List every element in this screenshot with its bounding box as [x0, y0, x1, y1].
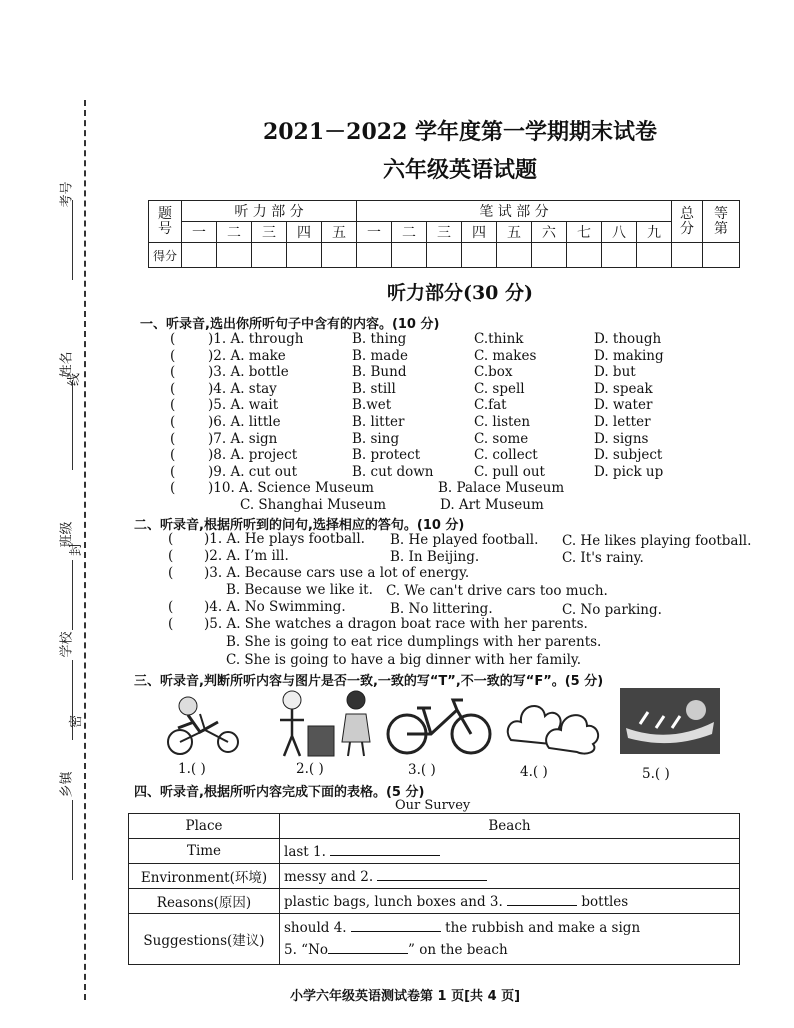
score-cell[interactable]	[672, 243, 703, 268]
s2-q4-c: C. No parking.	[562, 602, 662, 618]
survey-label-suggestions: Suggestions(建议)	[129, 914, 280, 965]
label-xuexiao: 学校	[59, 631, 75, 658]
col-num: 八	[602, 222, 637, 243]
col-num: 五	[497, 222, 532, 243]
answer-blank-3[interactable]	[507, 893, 577, 906]
s1-q-option-a: )5. A. wait	[208, 397, 279, 414]
score-table-listening: 听 力 部 分	[182, 201, 357, 222]
grade-char-1: 等	[714, 205, 728, 222]
picture-2-answer[interactable]: 2.( )	[296, 761, 324, 777]
ti-char: 题	[158, 205, 172, 222]
s2-q2-b: B. In Beijing.	[390, 549, 480, 565]
q10-paren: (	[170, 480, 176, 496]
q10-option-c: C. Shanghai Museum	[240, 497, 387, 513]
score-cell[interactable]	[287, 243, 322, 268]
picture-2-people-bin	[270, 686, 380, 758]
s2-q5-c: C. She is going to have a big dinner with her family.	[226, 652, 582, 668]
picture-5-dragon-boat	[620, 688, 720, 754]
s2-q3-a: )3. A. Because cars use a lot of energy.	[204, 565, 470, 581]
score-table	[148, 200, 740, 268]
survey-row-time	[280, 839, 740, 864]
grade-char-2: 第	[714, 220, 728, 237]
survey-value-suggestions-tail: the rubbish and make a sign	[445, 920, 641, 936]
line-xiangzhen	[72, 800, 73, 880]
q10-option-a: )10. A. Science Museum	[208, 480, 374, 496]
picture-1-boy-falling-bike	[160, 692, 250, 756]
s1-q-option-b: B. litter	[352, 414, 405, 430]
picture-3-answer[interactable]: 3.( )	[408, 762, 436, 778]
col-num: 六	[532, 222, 567, 243]
survey-value-reasons-tail: bottles	[581, 893, 629, 910]
survey-caption: Our Survey	[395, 798, 471, 813]
section1-title: 一、听录音,选出你所听句子中含有的内容。(10 分)	[140, 317, 440, 332]
survey-value-environment: messy and 2.	[284, 868, 374, 885]
s1-q-option-c: C. pull out	[474, 463, 545, 480]
s1-q-option-c: C.box	[474, 364, 513, 381]
s2-q1-b: B. He played football.	[390, 532, 539, 548]
s1-q-option-d: D. making	[594, 347, 664, 364]
col-num: 一	[182, 222, 217, 243]
label-kaohao: 考号	[59, 181, 75, 208]
s1-q-option-b: B. Bund	[352, 364, 407, 381]
s2-q3-b: B. Because we like it.	[226, 582, 373, 598]
s1-q-option-a: )4. A. stay	[208, 380, 277, 397]
answer-blank-2[interactable]	[377, 868, 487, 881]
s1-q-paren: (	[170, 463, 176, 480]
survey-value-time: last 1.	[284, 843, 326, 860]
exam-title: 2021－2022 学年度第一学期期末试卷	[262, 119, 658, 145]
s1-q-paren: (	[170, 414, 176, 430]
line-banji	[72, 560, 73, 630]
s2-q4-a: )4. A. No Swimming.	[204, 599, 346, 615]
score-cell[interactable]	[637, 243, 672, 268]
survey-value-suggestions-2-tail: ” on the beach	[408, 942, 508, 958]
s1-q-option-a: )9. A. cut out	[208, 463, 297, 480]
picture-3-bicycle	[385, 694, 493, 758]
picture-4-answer[interactable]: 4.( )	[520, 764, 548, 780]
s1-q-option-d: D. signs	[594, 430, 649, 447]
line-kaohao	[72, 200, 73, 280]
total-char-1: 总	[680, 205, 694, 222]
col-num: 五	[322, 222, 357, 243]
q10-option-b: B. Palace Museum	[438, 480, 565, 496]
score-cell[interactable]	[252, 243, 287, 268]
score-cell[interactable]	[357, 243, 392, 268]
score-cell[interactable]	[182, 243, 217, 268]
survey-label-reasons: Reasons(原因)	[129, 889, 280, 914]
exam-subtitle: 六年级英语试题	[382, 157, 537, 183]
section2-title: 二、听录音,根据所听到的问句,选择相应的答句。(10 分)	[134, 518, 465, 533]
label-banji: 班级	[59, 521, 75, 548]
score-cell[interactable]	[217, 243, 252, 268]
s1-q-paren: (	[170, 380, 176, 397]
label-mi: 密	[69, 714, 85, 729]
score-cell[interactable]	[392, 243, 427, 268]
s1-q-option-d: D. letter	[594, 414, 651, 430]
q10-option-d: D. Art Museum	[440, 497, 544, 513]
label-xingming: 姓名	[59, 351, 75, 378]
s1-q-option-a: )8. A. project	[208, 447, 298, 464]
score-cell[interactable]	[602, 243, 637, 268]
survey-value-place: Beach	[280, 814, 740, 839]
score-table-grade	[703, 201, 740, 243]
survey-row-reasons	[280, 889, 740, 914]
s1-q-option-d: D. subject	[594, 447, 663, 464]
section3-title: 三、听录音,判断所听内容与图片是否一致,一致的写“T”,不一致的写“F”。(5 分)	[134, 674, 604, 689]
s1-q-paren: (	[170, 397, 176, 414]
survey-row-environment	[280, 864, 740, 889]
s1-q-option-c: C. listen	[474, 414, 531, 430]
s1-q-option-c: C.think	[474, 331, 524, 347]
col-num: 二	[392, 222, 427, 243]
s1-q-paren: (	[170, 331, 176, 347]
s1-q-option-b: B. made	[352, 347, 408, 364]
s1-q-option-c: C. spell	[474, 380, 525, 397]
section4-title: 四、听录音,根据所听内容完成下面的表格。(5 分)	[134, 785, 425, 800]
s1-q-option-b: B. still	[352, 380, 396, 397]
score-table-total	[672, 201, 703, 243]
score-cell[interactable]	[322, 243, 357, 268]
s1-q-option-c: C. some	[474, 430, 529, 447]
col-num: 三	[427, 222, 462, 243]
line-xingming	[72, 380, 73, 470]
s2-q1-c: C. He likes playing football.	[562, 533, 752, 549]
s1-q-option-a: )2. A. make	[208, 347, 286, 364]
score-row-label: 得分	[149, 243, 182, 268]
s2-paren: (	[168, 565, 174, 581]
s1-q-paren: (	[170, 447, 176, 464]
score-table-ti	[149, 201, 182, 243]
hao-char: 号	[158, 220, 172, 237]
s2-q5-a: )5. A. She watches a dragon boat race with her parents.	[204, 616, 588, 632]
score-cell[interactable]	[703, 243, 740, 268]
s2-q1-a: )1. A. He plays football.	[204, 531, 365, 547]
s2-paren: (	[168, 531, 174, 547]
s1-q-paren: (	[170, 347, 176, 364]
survey-value-suggestions: should 4.	[284, 920, 347, 936]
label-xian: 线	[67, 372, 83, 387]
s1-q-option-b: B. cut down	[352, 463, 434, 480]
s1-q-option-b: B. sing	[352, 430, 400, 447]
s1-q-option-d: D. pick up	[594, 463, 664, 480]
answer-blank-5[interactable]	[328, 941, 408, 954]
score-cell[interactable]	[497, 243, 532, 268]
col-num: 七	[567, 222, 602, 243]
s1-q-option-a: )6. A. little	[208, 414, 281, 430]
s2-q2-a: )2. A. I’m ill.	[204, 548, 289, 564]
listening-heading: 听力部分(30 分)	[386, 282, 534, 304]
survey-label-environment: Environment(环境)	[129, 864, 280, 889]
s1-q-option-b: B. protect	[352, 447, 421, 464]
s2-paren: (	[168, 599, 174, 615]
s1-q-option-d: D. but	[594, 364, 636, 381]
s2-q4-b: B. No littering.	[390, 601, 493, 617]
answer-blank-4[interactable]	[351, 919, 441, 932]
s1-q-paren: (	[170, 364, 176, 381]
s1-q-option-b: B. thing	[352, 331, 407, 347]
col-num: 一	[357, 222, 392, 243]
picture-4-clouds	[505, 690, 605, 756]
s1-q-option-b: B.wet	[352, 397, 392, 414]
s1-q-option-d: D. water	[594, 397, 653, 414]
score-cell[interactable]	[427, 243, 462, 268]
survey-row-suggestions	[280, 914, 740, 965]
survey-value-reasons: plastic bags, lunch boxes and 3.	[284, 893, 503, 910]
score-cell[interactable]	[462, 243, 497, 268]
answer-blank-1[interactable]	[330, 843, 440, 856]
s1-q-option-c: C. collect	[474, 447, 538, 464]
col-num: 九	[637, 222, 672, 243]
s1-q-option-c: C.fat	[474, 397, 507, 414]
col-num: 三	[252, 222, 287, 243]
score-cell[interactable]	[532, 243, 567, 268]
s1-q-option-d: D. speak	[594, 380, 653, 397]
survey-label-time: Time	[129, 839, 280, 864]
s1-q-paren: (	[170, 430, 176, 447]
page-footer: 小学六年级英语测试卷第 1 页[共 4 页]	[290, 989, 521, 1004]
picture-1-answer[interactable]: 1.( )	[178, 761, 206, 777]
col-num: 四	[287, 222, 322, 243]
label-xiangzhen: 乡镇	[59, 771, 75, 798]
col-num: 二	[217, 222, 252, 243]
s1-q-option-a: )3. A. bottle	[208, 364, 289, 381]
s2-paren: (	[168, 616, 174, 632]
s1-q-option-d: D. though	[594, 331, 662, 347]
score-table-written: 笔 试 部 分	[357, 201, 672, 222]
s2-q2-c: C. It's rainy.	[562, 550, 644, 566]
label-feng: 封	[69, 542, 85, 557]
score-cell[interactable]	[567, 243, 602, 268]
s2-paren: (	[168, 548, 174, 564]
picture-5-answer[interactable]: 5.( )	[642, 766, 670, 782]
survey-label-place: Place	[129, 814, 280, 839]
survey-table	[128, 813, 740, 965]
col-num: 四	[462, 222, 497, 243]
s1-q-option-a: )7. A. sign	[208, 430, 278, 447]
binding-dashed-line	[84, 100, 86, 1000]
survey-value-suggestions-2: 5. “No	[284, 942, 329, 958]
s2-q5-b: B. She is going to eat rice dumplings with her parents.	[226, 634, 602, 650]
s1-q-option-c: C. makes	[474, 347, 537, 364]
total-char-2: 分	[680, 220, 694, 237]
s2-q3-c: C. We can't drive cars too much.	[386, 583, 608, 599]
s1-q-option-a: )1. A. through	[208, 331, 304, 347]
